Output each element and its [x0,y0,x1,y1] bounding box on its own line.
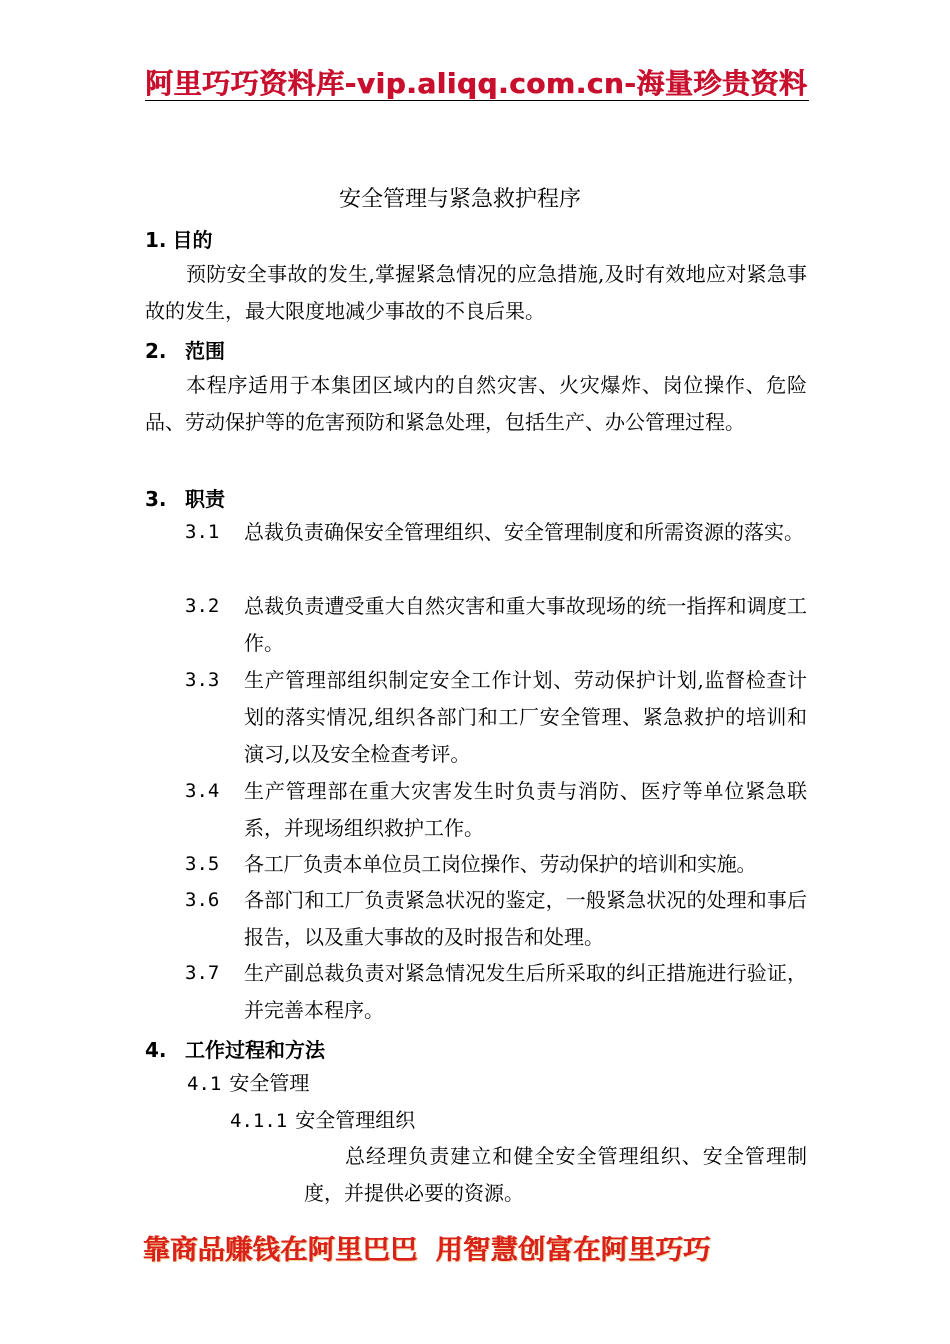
section-number: 2. [145,339,167,363]
header-rule [145,100,809,101]
section-body-scope: 本程序适用于本集团区域内的自然灾害、火灾爆炸、岗位操作、危险品、劳动保护等的危害预防和紧急处理，包括生产、办公管理过程。 [145,373,807,434]
item-text: 生产副总裁负责对紧急情况发生后所采取的纠正措施进行验证，并完善本程序。 [244,961,807,1022]
section-heading-text: 工作过程和方法 [185,1038,325,1062]
subsection-number: 4.1 [187,1073,222,1095]
subsubsection-label: 安全管理组织 [295,1108,416,1132]
item-text: 生产管理部组织制定安全工作计划、劳动保护计划,监督检查计划的落实情况,组织各部门和工厂安全管理、紧急救护的培训和演习,以及安全检查考评。 [244,668,807,766]
page-title: 安全管理与紧急救护程序 [338,187,581,212]
section-heading-text: 目的 [172,228,213,252]
list-item [185,588,807,662]
item-number: 3.3 [185,669,220,691]
item-number: 3.6 [185,889,220,911]
footer-banner-right: 用智慧创富在阿里巧巧 [436,1235,711,1266]
section-number: 4. [145,1038,167,1062]
list-item [185,773,807,847]
item-number: 3.5 [185,853,220,875]
subsection-heading [187,1065,309,1103]
item-text: 总裁负责确保安全管理组织、安全管理制度和所需资源的落实。 [244,520,804,544]
header-banner: 阿里巧巧资料库-vip.aliqq.com.cn-海量珍贵资料 [145,67,808,100]
item-text: 生产管理部在重大灾害发生时负责与消防、医疗等单位紧急联系，并现场组织救护工作。 [244,779,807,840]
subsection-label: 安全管理 [229,1071,310,1095]
footer-banner-left: 靠商品赚钱在阿里巴巴 [143,1235,418,1266]
list-item [185,662,807,773]
list-item [185,846,807,883]
item-number: 3.1 [185,521,220,543]
section-heading-text: 职责 [185,487,225,511]
section-number: 1. [145,228,167,252]
section-heading-purpose [145,224,213,253]
subsubsection-heading [230,1102,415,1140]
section-heading-scope [145,335,225,364]
footer-banner [143,1228,811,1267]
list-item [185,955,807,1029]
section-heading-text: 范围 [185,339,225,363]
section-heading-responsibilities [145,483,225,512]
section-body-purpose: 预防安全事故的发生,掌握紧急情况的应急措施,及时有效地应对紧急事故的发生，最大限度地减少事故的不良后果。 [145,262,807,323]
item-number: 3.4 [185,780,220,802]
item-text: 各部门和工厂负责紧急状况的鉴定，一般紧急状况的处理和事后报告，以及重大事故的及时报告和处理。 [244,888,807,949]
list-item [185,882,807,956]
subsubsection-number: 4.1.1 [230,1110,288,1132]
item-number: 3.2 [185,595,220,617]
item-text: 各工厂负责本单位员工岗位操作、劳动保护的培训和实施。 [244,852,757,876]
subsubsection-body: 总经理负责建立和健全安全管理组织、安全管理制度，并提供必要的资源。 [304,1144,807,1205]
item-number: 3.7 [185,962,220,984]
section-heading-process [145,1034,325,1063]
list-item [185,514,807,551]
item-text: 总裁负责遭受重大自然灾害和重大事故现场的统一指挥和调度工作。 [244,594,807,655]
section-number: 3. [145,487,167,511]
